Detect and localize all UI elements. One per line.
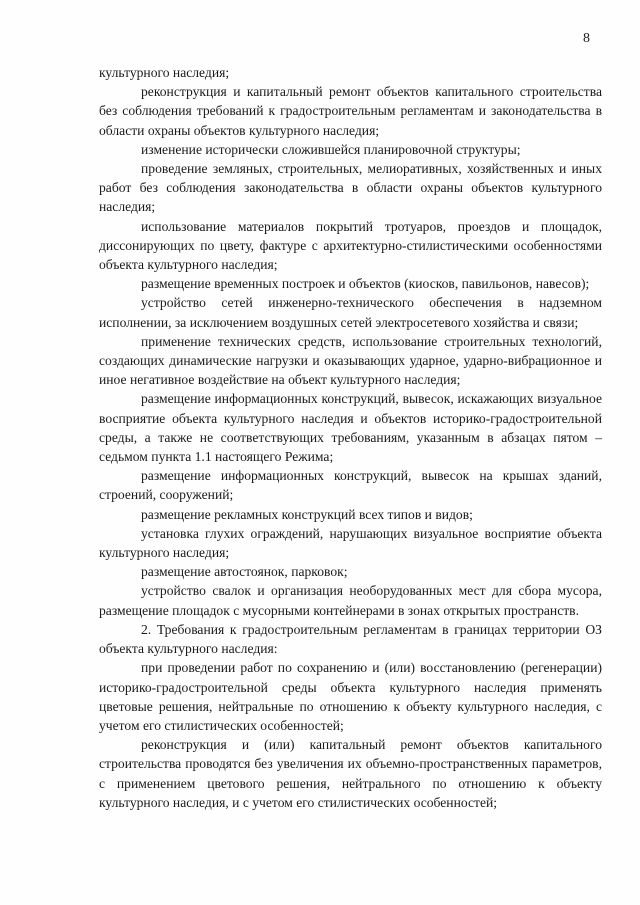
paragraph: устройство свалок и организация необорудованных мест для сбора мусора, размещение площадок с мусорными контейнерами в зонах открытых пространств. (99, 583, 602, 618)
paragraph: размещение рекламных конструкций всех типов и видов; (141, 506, 473, 522)
paragraph-continuation: культурного наследия; (99, 65, 230, 80)
paragraph: реконструкция и капитальный ремонт объектов капитального строительства без соблюдения требований к градостроительным регламентам и законодательства в области охраны объектов культурного наследия; (99, 84, 602, 138)
paragraph: реконструкция и (или) капитальный ремонт объектов капитального строительства проводятся без увеличения их объемно-пространственных параметров, с применением цветового решения, нейтрального по отношению к объекту культурного наследия, и с учетом его стилистических особенностей; (99, 737, 602, 810)
page-number: 8 (583, 31, 590, 46)
paragraph: проведение земляных, строительных, мелиоративных, хозяйственных и иных работ без соблюдения законодательства в области охраны объектов культурного наследия; (99, 161, 602, 215)
paragraph: размещение информационных конструкций, вывесок, искажающих визуальное восприятие объекта культурного наследия и объектов историко-градостроительной среды, а также не соответствующих требованиям, указанным в абзацах пятом – седьмом пункта 1.1 настоящего Режима; (99, 391, 602, 465)
paragraph: размещение автостоянок, парковок; (141, 564, 348, 580)
document-body (99, 63, 602, 812)
paragraph: размещение временных построек и объектов (киосков, павильонов, навесов); (141, 276, 590, 292)
paragraph: размещение информационных конструкций, вывесок на крышах зданий, строений, сооружений; (99, 468, 602, 503)
paragraph: устройство сетей инженерно-технического обеспечения в надземном исполнении, за исключением воздушных сетей электросетевого хозяйства и связи; (99, 295, 602, 330)
paragraph: изменение исторически сложившейся планировочной структуры; (141, 141, 521, 157)
paragraph: применение технических средств, использование строительных технологий, создающих динамические нагрузки и оказывающих ударное, ударно-вибрационное и иное негативное воздействие на объект культурного наследия; (99, 333, 602, 388)
section-heading-paragraph: 2. Требования к градостроительным регламентам в границах территории ОЗ объекта культурного наследия: (99, 621, 602, 657)
paragraph: использование материалов покрытий тротуаров, проездов и площадок, диссонирующих по цвету, фактуре с архитектурно-стилистическими особенностями объекта культурного наследия; (99, 218, 602, 273)
paragraph: установка глухих ограждений, нарушающих визуальное восприятие объекта культурного наследия; (99, 525, 602, 561)
paragraph: при проведении работ по сохранению и (или) восстановлению (регенерации) историко-градостроительной среды объекта культурного наследия применять цветовые решения, нейтральные по отношению к объекту культурного наследия, с учетом его стилистических особенностей; (99, 660, 602, 733)
